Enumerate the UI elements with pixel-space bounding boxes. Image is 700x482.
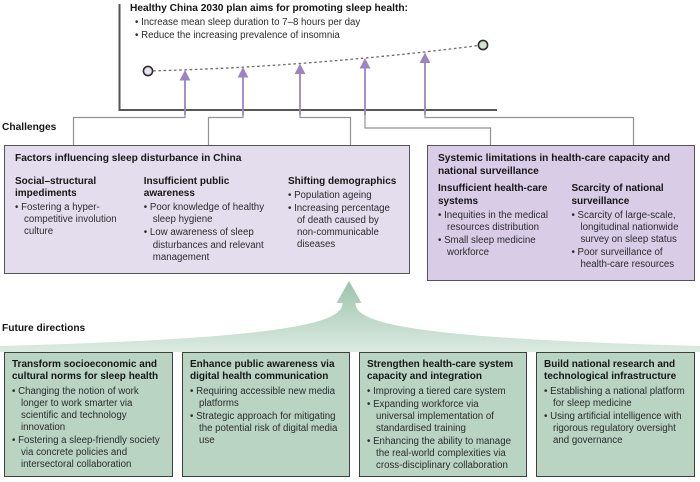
column-bullet: • Increasing percentage of death caused by non-communicable diseases [288, 203, 399, 251]
plan-bullet: • Increase mean sleep duration to 7–8 hours per day [135, 17, 500, 29]
trend-dashed-line [148, 45, 483, 71]
column-shifting-demographics [288, 176, 399, 264]
connector-line [300, 110, 351, 145]
column-bullet: • Poor surveillance of health-care resources [571, 247, 684, 271]
column-bullet: • Small sleep medicine workforce [438, 235, 560, 259]
funnel-arrow-icon [0, 281, 700, 352]
future-box-title: Strengthen health-care system capacity and integration [367, 359, 514, 383]
future-box-bullet: • Requiring accessible new media platforms [190, 386, 342, 410]
column-bullet: • Poor knowledge of healthy sleep hygiene [144, 202, 277, 226]
column-bullet: • Inequities in the medical resources distribution [438, 210, 560, 234]
upward-arrow-icon [180, 70, 191, 115]
future-box-bullet: • Improving a tiered care system [367, 386, 519, 398]
column-national-surveillance [571, 183, 684, 271]
upward-arrow-icon [360, 58, 371, 115]
challenge-columns [15, 176, 399, 264]
future-box-bullet: • Fostering a sleep-friendly society via concrete policies and intersectoral collaboration [12, 435, 165, 471]
connector-line [209, 110, 244, 145]
challenge-box-factors [4, 145, 410, 274]
future-box-bullet: • Enhancing the ability to manage the real-world complexities via cross-disciplinary collaboration [367, 436, 519, 472]
plan-callout [130, 3, 500, 42]
trend-end-point-icon [478, 40, 487, 49]
column-public-awareness [144, 176, 277, 264]
challenge-columns [438, 183, 684, 271]
future-box-bullet: • Establishing a national platform for sleep medicine [544, 386, 687, 410]
future-box-bullet: • Expanding workforce via universal implementation of standardised training [367, 399, 519, 435]
future-box-bullet: • Using artificial intelligence with rigorous regulatory oversight and governance [544, 411, 687, 447]
connector-line [74, 110, 186, 145]
challenge-box-systemic [427, 145, 695, 281]
connector-line [365, 110, 491, 145]
column-bullet: • Scarcity of large-scale, longitudinal nationwide survey on sleep status [571, 210, 684, 246]
future-box-title: Build national research and technological infrastructure [544, 359, 677, 383]
upward-arrow-icon [420, 53, 431, 116]
column-bullet: • Population ageing [288, 190, 399, 202]
connector-lines [74, 110, 634, 145]
column-heading: Insufficient public awareness [143, 175, 230, 200]
challenge-box-title: Factors influencing sleep disturbance in China [15, 153, 242, 164]
future-directions-label: Future directions [2, 323, 86, 334]
column-heading: Shifting demographics [287, 175, 397, 187]
column-heading: Scarcity of national surveillance [571, 183, 664, 207]
challenges-label: Challenges [2, 122, 57, 133]
plan-title: Healthy China 2030 plan aims for promoting sleep health: [130, 3, 408, 14]
trend-start-point-icon [143, 66, 152, 75]
column-heading: Insufficient health-care systems [438, 183, 548, 207]
future-box-research-infrastructure [536, 352, 695, 477]
plan-bullet: • Reduce the increasing prevalence of insomnia [135, 30, 500, 42]
future-box-digital-awareness [182, 352, 350, 477]
future-box-title: Enhance public awareness via digital health communication [190, 359, 335, 383]
future-box-socioeconomic [4, 352, 173, 477]
future-box-title: Transform socioeconomic and cultural norms for sleep health [12, 359, 159, 383]
future-box-bullet: • Strategic approach for mitigating the potential risk of digital media use [190, 411, 342, 447]
column-heading: Social–structural impediments [15, 175, 97, 200]
challenge-box-title: Systemic limitations in health-care capacity and national surveillance [438, 153, 671, 177]
future-box-healthcare-capacity [359, 352, 527, 477]
column-healthcare-systems [438, 183, 560, 271]
upward-arrow-icon [238, 67, 249, 115]
column-bullet: • Low awareness of sleep disturbances and relevant management [144, 227, 277, 263]
future-box-bullet: • Changing the notion of work longer to work smarter via scientific and technology innovation [12, 386, 165, 434]
upward-arrow-icon [295, 64, 306, 116]
column-social-structural [15, 176, 133, 264]
column-bullet: • Fostering a hyper-competitive involution culture [15, 202, 133, 238]
upward-arrows [180, 53, 431, 116]
